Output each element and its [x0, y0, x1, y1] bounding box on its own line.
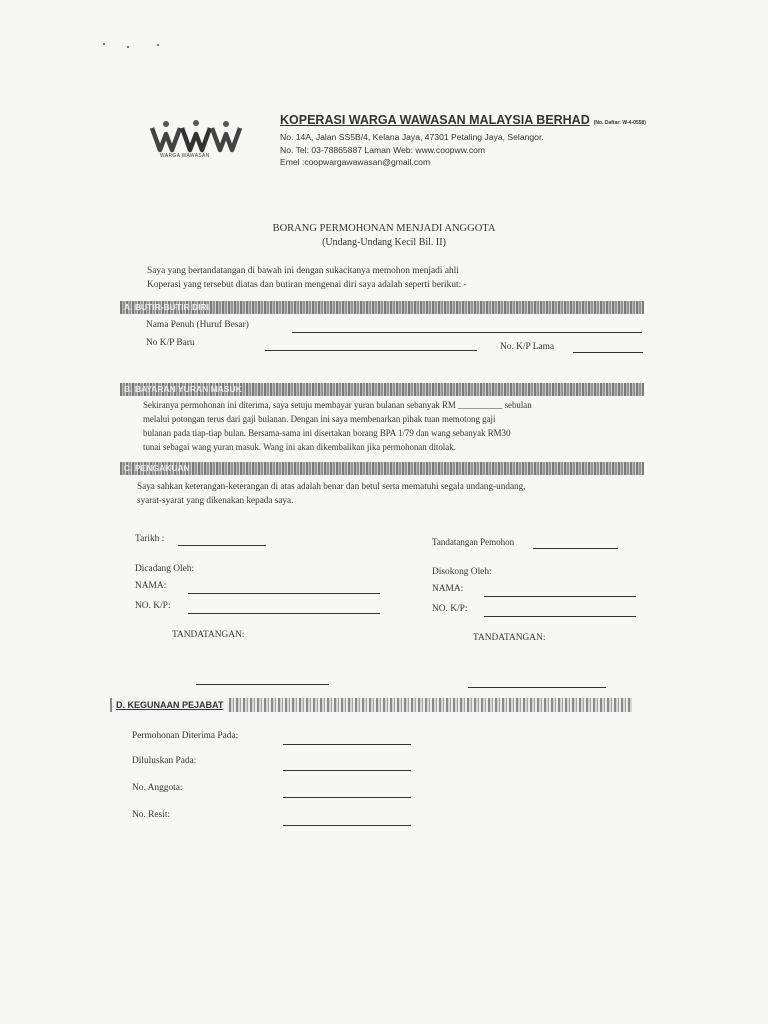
- payment-line-2: melalui potongan terus dari gaji bulanan. Dengan ini saya membenarkan pihak tuan memotong gaji: [143, 414, 496, 424]
- date-label: Tarikh :: [135, 534, 165, 544]
- applicant-signature-field[interactable]: [533, 548, 618, 549]
- registration-number: (No. Daftar: W-4-0558): [593, 120, 646, 126]
- seconder-name-label: NAMA:: [432, 584, 464, 594]
- payment-line-4: tunai sebagai wang yuran masuk. Wang ini akan dikembalikan jika permohonan ditolak.: [143, 442, 456, 452]
- proposer-ic-field[interactable]: [188, 613, 380, 614]
- form-title: BORANG PERMOHONAN MENJADI ANGGOTA: [272, 223, 496, 234]
- new-ic-label: No K/P Baru: [146, 338, 195, 348]
- scan-speck: [103, 43, 105, 45]
- section-d-heading: D. KEGUNAAN PEJABAT: [112, 698, 227, 712]
- section-b-heading: B. BAYARAN YURAN MASUK: [124, 384, 242, 394]
- new-ic-field[interactable]: [265, 350, 477, 351]
- section-c-header: [120, 462, 644, 475]
- logo-subtitle: WARGA WAWASAN: [160, 153, 210, 159]
- member-number-field[interactable]: [283, 797, 411, 798]
- organization-name: [280, 113, 646, 127]
- seconder-signature-label: TANDATANGAN:: [473, 633, 546, 643]
- section-c-heading: C. PENGAKUAN: [124, 463, 190, 473]
- approved-date-field[interactable]: [283, 770, 411, 771]
- org-contact: No. Tel: 03-78865887 Laman Web: www.coopww.com: [280, 145, 486, 155]
- declaration-line-2: syarat-syarat yang dikenakan kepada saya.: [137, 495, 294, 505]
- seconder-ic-label: NO. K/P:: [432, 604, 468, 614]
- organization-name-text: KOPERASI WARGA WAWASAN MALAYSIA BERHAD: [280, 113, 590, 127]
- section-b-header: [120, 383, 644, 396]
- seconder-ic-field[interactable]: [484, 616, 636, 617]
- org-address: No. 14A, Jalan SS5B/4, Kelana Jaya, 47301 Petaling Jaya, Selangor.: [280, 132, 544, 142]
- received-date-label: Permohonan Diterima Pada:: [132, 731, 239, 741]
- seconded-by-label: Disokong Oleh:: [432, 567, 492, 577]
- receipt-number-field[interactable]: [283, 825, 411, 826]
- proposer-name-label: NAMA:: [135, 581, 167, 591]
- seconder-name-field[interactable]: [484, 596, 636, 597]
- section-a-heading: A. BUTIR-BUTIR DIRI: [124, 302, 209, 312]
- old-ic-label: No. K/P Lama: [500, 342, 555, 352]
- intro-line-2: Koperasi yang tersebut diatas dan butiran mengenai diri saya adalah seperti berikut: -: [147, 280, 467, 290]
- payment-line-3: bulanan pada tiap-tiap bulan. Bersama-sama ini disertakan borang BPA 1/79 dan wang sebanyak RM30: [143, 428, 511, 438]
- member-number-label: No. Anggota:: [132, 783, 183, 793]
- proposer-signature-field[interactable]: [196, 684, 329, 685]
- proposer-ic-label: NO. K/P:: [135, 601, 171, 611]
- approved-date-label: Diluluskan Pada:: [132, 756, 197, 766]
- proposer-signature-label: TANDATANGAN:: [172, 630, 245, 640]
- org-email: Emel :coopwargawawasan@gmail.com: [280, 157, 431, 167]
- proposer-name-field[interactable]: [188, 593, 380, 594]
- section-a-header: [120, 301, 644, 314]
- scan-speck: [127, 46, 129, 48]
- payment-line-1: Sekiranya permohonan ini diterima, saya setuju membayar yuran bulanan sebanyak RM __________ sebulan: [143, 400, 532, 410]
- section-d-header: [110, 698, 632, 712]
- old-ic-field[interactable]: [573, 352, 643, 353]
- form-subtitle: (Undang-Undang Kecil Bil. II): [322, 237, 446, 248]
- declaration-line-1: Saya sahkan keterangan-keterangan di atas adalah benar dan betul serta mematuhi segala undang-undang,: [137, 481, 526, 491]
- received-date-field[interactable]: [283, 744, 411, 745]
- applicant-signature-label: Tandatangan Pemohon: [432, 537, 515, 547]
- seconder-signature-field[interactable]: [468, 687, 606, 688]
- full-name-label: Nama Penuh (Huruf Besar): [146, 320, 249, 330]
- receipt-number-label: No. Resit:: [132, 810, 171, 820]
- date-field[interactable]: [178, 545, 266, 546]
- proposed-by-label: Dicadang Oleh:: [135, 564, 195, 574]
- scan-speck: [157, 44, 159, 46]
- intro-line-1: Saya yang bertandatangan di bawah ini dengan sukacitanya memohon menjadi ahli: [147, 266, 459, 276]
- full-name-field[interactable]: [292, 332, 642, 333]
